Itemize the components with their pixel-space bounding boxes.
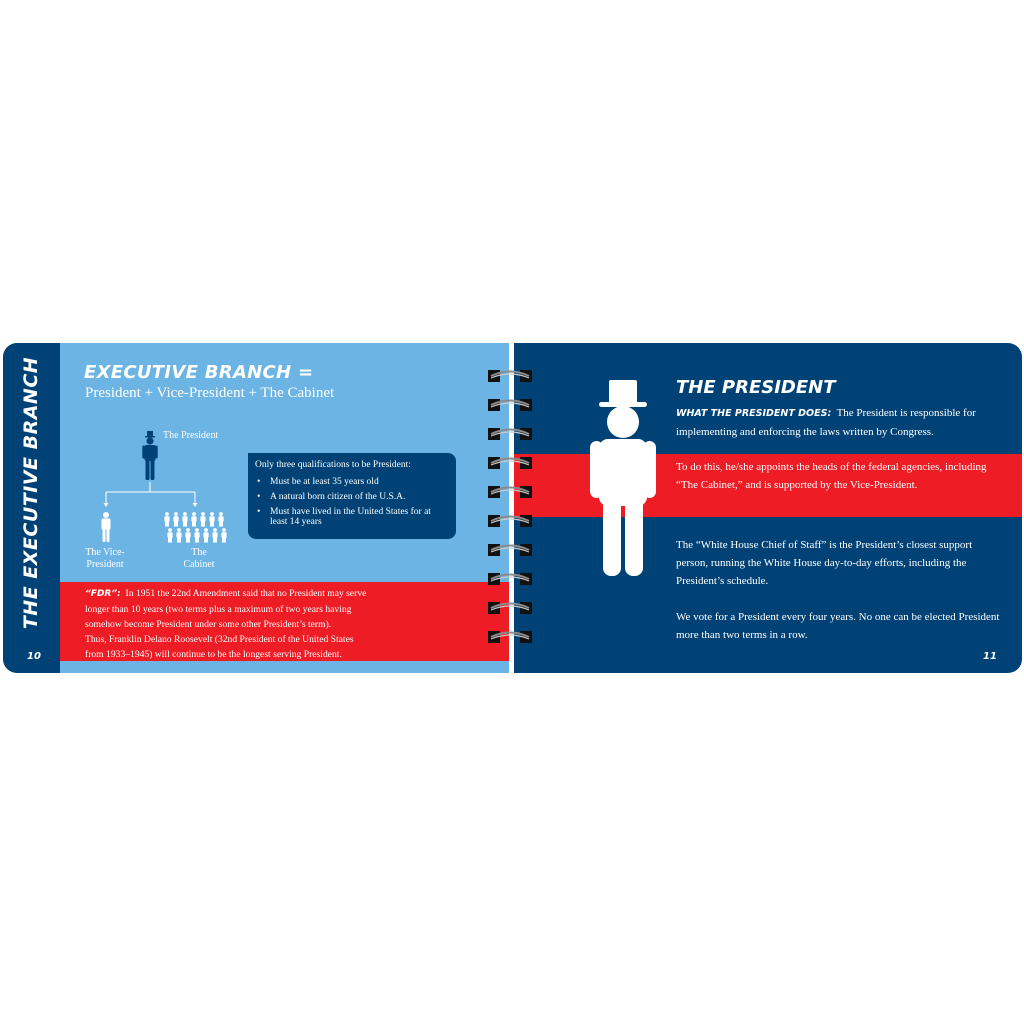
spiral-ring-icon [487,600,533,614]
what-president-does-label: WHAT THE PRESIDENT DOES: [676,408,832,419]
fdr-note: “FDR”: In 1951 the 22nd Amendment said that no President may serve longer than 10 years (two terms plus a maximum of two years having somehow become President under some other President’s term). Thus, Franklin Delano Roosevelt (32nd President of the United States from 1933–1945) will continue to be the longest serving President. [85,588,367,660]
cabinet-people-group-icon [164,512,226,542]
president-person-top-hat-icon [142,431,157,480]
spiral-ring-icon [487,542,533,556]
spiral-ring-icon [487,368,533,382]
president-silhouette-top-hat-icon [586,378,660,580]
executive-branch-subheading: President + Vice-President + The Cabinet [85,385,335,401]
executive-branch-heading: EXECUTIVE BRANCH = [84,362,314,383]
the-president-heading: THE PRESIDENT [676,377,836,398]
qualification-item-residency: • Must have lived in the United States for at least 14 years [256,507,450,527]
president-duties-paragraph: WHAT THE PRESIDENT DOES: The President is responsible for implementing and enforcing the laws written by Congress. [676,407,976,438]
spiral-ring-icon [487,513,533,527]
org-chart [60,420,250,550]
cabinet-label: The Cabinet [183,547,215,570]
qualification-item-age: • Must be at least 35 years old [256,477,450,487]
president-label: The President [163,430,219,441]
spiral-ring-icon [487,484,533,498]
vertical-section-title: THE EXECUTIVE BRANCH [20,356,42,630]
qualifications-title: Only three qualifications to be President: [255,460,411,470]
qualification-item-citizen: • A natural born citizen of the U.S.A. [256,492,450,502]
qualifications-box [248,453,456,539]
vice-president-label: The Vice- President [85,547,125,570]
left-title-strip [3,343,60,673]
qualifications-list [256,477,450,532]
spiral-ring-icon [487,426,533,440]
president-appoints-paragraph: To do this, he/she appoints the heads of the federal agencies, including “The Cabinet,” and is supported by the Vice-President. [676,461,987,491]
fdr-note-label: “FDR”: [85,589,121,599]
vice-president-person-icon [102,512,111,542]
page-number-right: 11 [983,651,997,662]
chief-of-staff-paragraph: The “White House Chief of Staff” is the President’s closest support person, running the White House day-to-day efforts, including the President’s schedule. [676,539,973,587]
vote-paragraph: We vote for a President every four years. No one can be elected President more than two terms in a row. [676,611,1000,641]
spiral-ring-icon [487,571,533,585]
page-number-left: 10 [27,651,41,662]
spiral-ring-icon [487,455,533,469]
spiral-ring-icon [487,629,533,643]
spiral-ring-icon [487,397,533,411]
org-connectors [106,482,195,504]
